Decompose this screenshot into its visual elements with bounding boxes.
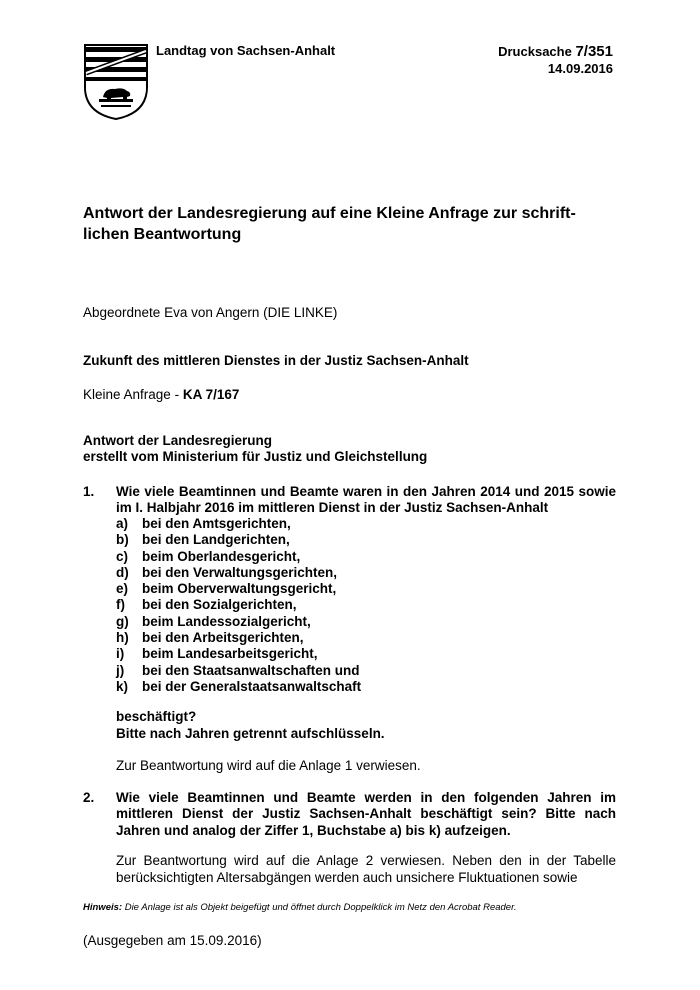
coat-of-arms-icon	[83, 43, 149, 121]
footnote-text: Die Anlage ist als Objekt beigefügt und öffnet durch Doppelklick im Netz den Acrobat Reader.	[122, 902, 517, 913]
question-1-tail-line2: Bitte nach Jahren getrennt aufschlüsseln.	[116, 725, 385, 741]
subject: Zukunft des mittleren Dienstes in der Justiz Sachsen-Anhalt	[83, 353, 469, 368]
drucksache-label: Drucksache	[498, 44, 572, 59]
question-2-text: Wie viele Beamtinnen und Beamte werden in den folgenden Jahren im mittleren Dienst der Justiz Sachsen-Anhalt beschäftigt sein? Bitte nach Jahren und analog der Ziffer 1, Buchstabe a) bis k) aufzeigen.	[116, 790, 616, 838]
list-item: k) bei der Generalstaatsanwaltschaft	[116, 678, 362, 694]
question-1-text: Wie viele Beamtinnen und Beamte waren in den Jahren 2014 und 2015 sowie im I. Halbjahr 2016 im mittleren Dienst in der Justiz Sachsen-Anhalt	[116, 484, 616, 515]
list-item: i) beim Landesarbeitsgericht,	[116, 646, 318, 662]
question-2-answer: Zur Beantwortung wird auf die Anlage 2 verwiesen. Neben den in der Tabelle berücksichtigten Altersabgängen werden auch unsichere Fluktuationen sowie	[116, 853, 616, 885]
drucksache-number: 7/351	[575, 43, 613, 60]
list-item: c) beim Oberlandesgericht,	[116, 548, 301, 564]
parliament-name: Landtag von Sachsen-Anhalt	[156, 43, 336, 58]
list-item: d) bei den Verwaltungsgerichten,	[116, 564, 338, 580]
list-item: e) beim Oberverwaltungsgericht,	[116, 581, 337, 597]
inquiry-number: KA 7/167	[182, 387, 240, 402]
inquiry-reference	[83, 387, 239, 404]
answer-heading-line1: Antwort der Landesregierung	[83, 433, 273, 448]
document-number	[498, 43, 613, 77]
author: Abgeordnete Eva von Angern (DIE LINKE)	[83, 305, 338, 320]
answer-heading-line2: erstellt vom Ministerium für Justiz und Gleichstellung	[83, 449, 428, 464]
question-1-tail-line1: beschäftigt?	[116, 709, 197, 724]
list-item: a) bei den Amtsgerichten,	[116, 516, 291, 531]
question-1-answer: Zur Beantwortung wird auf die Anlage 1 verwiesen.	[116, 758, 421, 773]
document-title: Antwort der Landesregierung auf eine Kleine Anfrage zur schrift- lichen Beantwortung	[83, 205, 576, 243]
list-item: f) bei den Sozialgerichten,	[116, 597, 297, 613]
list-item: j) bei den Staatsanwaltschaften und	[116, 662, 360, 678]
document-date: 14.09.2016	[547, 61, 613, 76]
question-2-number: 2.	[83, 790, 95, 805]
issued-date: (Ausgegeben am 15.09.2016)	[83, 933, 262, 948]
footnote	[83, 902, 517, 913]
footnote-label: Hinweis:	[83, 902, 123, 913]
inquiry-prefix: Kleine Anfrage -	[83, 387, 183, 402]
question-1-tail	[116, 709, 385, 742]
list-item: b) bei den Landgerichten,	[116, 532, 290, 548]
question-1-number: 1.	[83, 484, 95, 499]
list-item: h) bei den Arbeitsgerichten,	[116, 630, 304, 646]
list-item: g) beim Landessozialgericht,	[116, 613, 311, 629]
question-1-list	[116, 516, 361, 695]
answer-heading	[83, 433, 427, 465]
